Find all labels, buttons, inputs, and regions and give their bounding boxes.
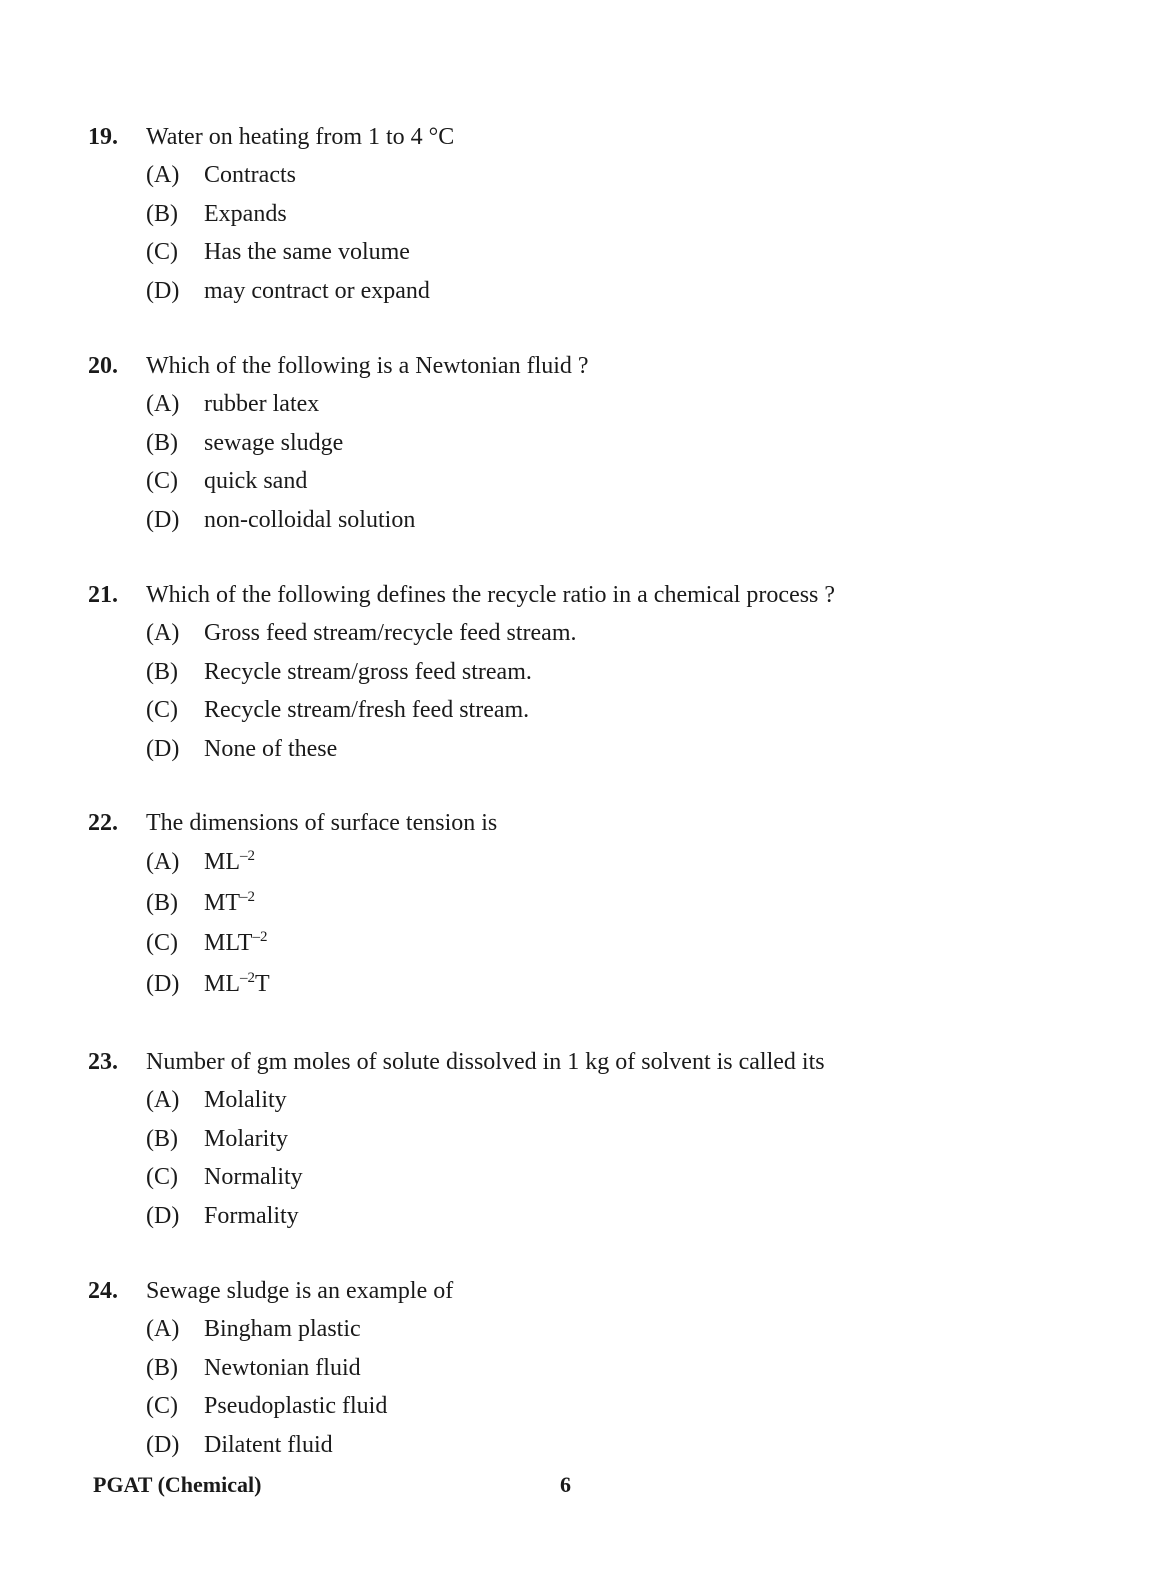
option-text [204, 842, 255, 883]
option-text: Has the same volume [204, 239, 410, 265]
option-d [88, 964, 1088, 1005]
option-d [88, 501, 1088, 540]
page-number: 6 [560, 1472, 571, 1497]
option-text: Dilatent fluid [204, 1431, 333, 1458]
option-label: (B) [146, 1125, 178, 1152]
option-label: (A) [146, 849, 180, 875]
question-text: Number of gm moles of solute dissolved in 1 kg of solvent is called its [146, 1049, 825, 1075]
formula-tail: T [255, 970, 270, 997]
option-label: (D) [146, 1431, 180, 1458]
option-label: (D) [146, 506, 180, 533]
option-label: (C) [146, 1164, 178, 1190]
option-text [204, 883, 255, 924]
option-d [88, 272, 1088, 311]
option-text [204, 923, 267, 964]
option-c [88, 462, 1088, 501]
question-header [88, 804, 1088, 842]
question-number: 21. [88, 582, 118, 608]
option-text: non-colloidal solution [204, 506, 416, 533]
option-a [88, 1310, 1088, 1349]
option-d [88, 1426, 1088, 1465]
question-text: Which of the following defines the recycle ratio in a chemical process ? [146, 582, 836, 608]
question-21 [88, 576, 1088, 768]
option-text: may contract or expand [204, 277, 430, 304]
question-number: 24. [88, 1278, 118, 1304]
option-label: (B) [146, 200, 178, 227]
option-label: (C) [146, 697, 178, 723]
option-text: None of these [204, 735, 338, 762]
option-label: (C) [146, 930, 178, 956]
option-b [88, 653, 1088, 692]
question-19 [88, 118, 1088, 310]
option-text: Normality [204, 1164, 303, 1190]
formula-exponent: –2 [240, 848, 255, 864]
option-label: (D) [146, 735, 180, 762]
option-b [88, 883, 1088, 924]
option-label: (A) [146, 620, 180, 646]
option-text: Newtonian fluid [204, 1354, 361, 1381]
question-header [88, 1043, 1088, 1081]
option-label: (A) [146, 391, 180, 417]
question-24 [88, 1272, 1088, 1464]
option-c [88, 233, 1088, 272]
option-c [88, 691, 1088, 730]
question-header [88, 347, 1088, 385]
option-text [204, 964, 270, 1005]
formula-exponent: –2 [240, 969, 255, 986]
option-text: Recycle stream/gross feed stream. [204, 658, 532, 685]
question-header [88, 1272, 1088, 1310]
option-b [88, 424, 1088, 463]
option-a [88, 385, 1088, 424]
option-label: (A) [146, 1316, 180, 1342]
option-text: sewage sludge [204, 429, 344, 456]
option-b [88, 1120, 1088, 1159]
exam-name: PGAT (Chemical) [93, 1472, 262, 1497]
question-number: 22. [88, 810, 118, 836]
option-text: Formality [204, 1202, 299, 1229]
question-22 [88, 804, 1088, 1004]
option-label: (C) [146, 239, 178, 265]
option-d [88, 1197, 1088, 1236]
option-a [88, 842, 1088, 883]
option-text: quick sand [204, 468, 308, 494]
option-text: rubber latex [204, 391, 320, 417]
option-c [88, 1158, 1088, 1197]
question-number: 23. [88, 1049, 118, 1075]
option-b [88, 1349, 1088, 1388]
option-text: Molality [204, 1087, 287, 1113]
option-label: (C) [146, 468, 178, 494]
option-label: (B) [146, 429, 178, 456]
option-label: (D) [146, 277, 180, 304]
option-label: (D) [146, 970, 180, 997]
option-text: Expands [204, 200, 287, 227]
option-a [88, 1081, 1088, 1120]
option-text: Bingham plastic [204, 1316, 361, 1342]
option-label: (C) [146, 1393, 178, 1419]
option-text: Recycle stream/fresh feed stream. [204, 697, 530, 723]
option-label: (B) [146, 889, 178, 916]
formula-exponent: –2 [240, 888, 255, 905]
option-text: Contracts [204, 162, 296, 188]
page-footer [0, 1470, 1153, 1500]
option-text: Pseudoplastic fluid [204, 1393, 388, 1419]
question-text: Which of the following is a Newtonian fluid ? [146, 353, 589, 379]
option-label: (B) [146, 1354, 178, 1381]
question-number: 20. [88, 353, 118, 379]
question-23 [88, 1043, 1088, 1235]
option-label: (B) [146, 658, 178, 685]
formula-base: ML [204, 970, 240, 997]
option-label: (A) [146, 162, 180, 188]
question-header [88, 576, 1088, 614]
formula-base: MLT [204, 930, 253, 956]
option-a [88, 614, 1088, 653]
option-c [88, 1387, 1088, 1426]
question-text: The dimensions of surface tension is [146, 810, 498, 836]
option-text: Gross feed stream/recycle feed stream. [204, 620, 577, 646]
formula-base: ML [204, 849, 240, 875]
question-20 [88, 347, 1088, 539]
option-label: (A) [146, 1087, 180, 1113]
option-c [88, 923, 1088, 964]
formula-exponent: –2 [252, 929, 268, 945]
question-header [88, 118, 1088, 156]
option-d [88, 730, 1088, 769]
option-b [88, 195, 1088, 234]
option-label: (D) [146, 1202, 180, 1229]
question-number: 19. [88, 124, 118, 150]
formula-base: MT [204, 889, 240, 916]
question-text: Sewage sludge is an example of [146, 1278, 454, 1304]
question-text: Water on heating from 1 to 4 °C [146, 124, 455, 150]
option-text: Molarity [204, 1125, 288, 1152]
option-a [88, 156, 1088, 195]
